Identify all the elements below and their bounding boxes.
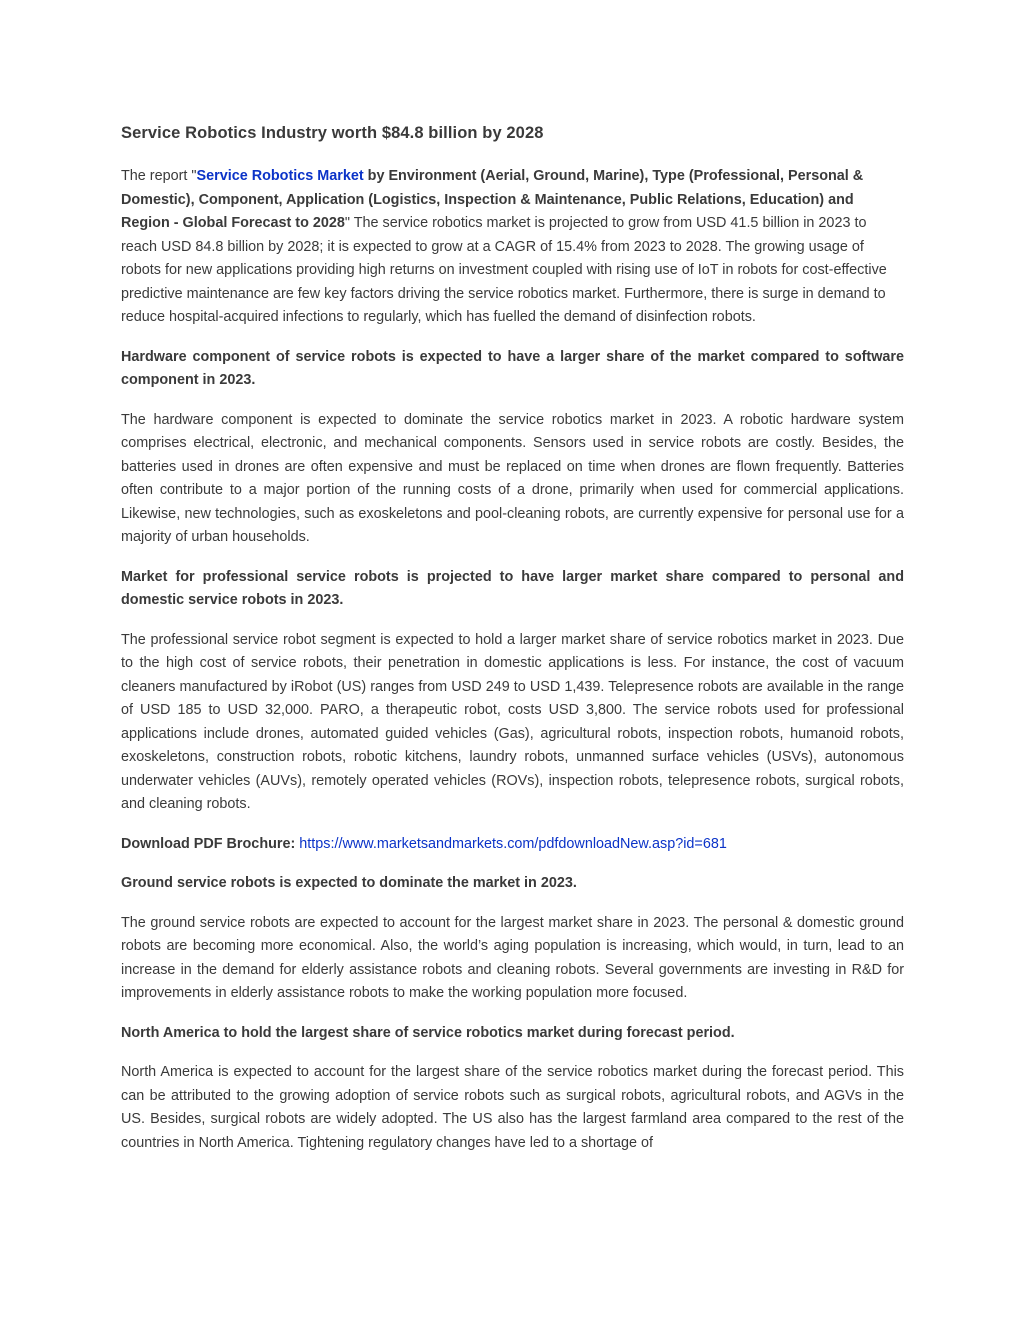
section-body-hardware: The hardware component is expected to dominate the service robotics market in 2023. A robotic hardware system comprises electrical, electronic, and mechanical components. Sensors used in service robots are costly. Besides, the batteries used in drones are often expensive and must be replaced on time when drones are flown frequently. Batteries often contribute to a major portion of the running costs of a drone, primarily when used for commercial applications. Likewise, new technologies, such as exoskeletons and pool-cleaning robots, are currently expensive for personal use for a majority of urban households. [121,411,904,545]
section-heading-hardware: Hardware component of service robots is expected to have a larger share of the market compared to software component in 2023. [121,348,904,388]
document-page [121,118,904,1171]
page-title: Service Robotics Industry worth $84.8 billion by 2028 [121,124,544,142]
section-body-professional: The professional service robot segment is expected to hold a larger market share of service robotics market in 2023. Due to the high cost of service robots, their penetration in domestic applications is less. For instance, the cost of vacuum cleaners manufactured by iRobot (US) ranges from USD 249 to USD 1,439. Telepresence robots are available in the range of USD 185 to USD 32,000. PARO, a therapeutic robot, costs USD 3,800. The service robots used for professional applications include drones, automated guided vehicles (Gas), agricultural robots, inspection robots, humanoid robots, exoskeletons, construction robots, robotic kitchens, laundry robots, unmanned surface vehicles (USVs), autonomous underwater vehicles (AUVs), remotely operated vehicles (ROVs), inspection robots, telepresence robots, surgical robots, and cleaning robots. [121,631,904,812]
section-heading-ground: Ground service robots is expected to dominate the market in 2023. [121,875,577,891]
download-brochure-link[interactable]: https://www.marketsandmarkets.com/pdfdownloadNew.asp?id=681 [299,835,727,852]
download-label: Download PDF Brochure: [121,835,300,852]
section-heading-north-america: North America to hold the largest share of service robotics market during forecast period. [121,1024,735,1041]
intro-body: " The service robotics market is projected to grow from USD 41.5 billion in 2023 to reach USD 84.8 billion by 2028; it is expected to grow at a CAGR of 15.4% from 2023 to 2028. The growing usage of robots for new applications providing high returns on investment coupled with rising use of IoT in robots for cost-effective predictive maintenance are few key factors driving the service robotics market. Furthermore, there is surge in demand to reduce hospital-acquired infections to regularly, which has fuelled the demand of disinfection robots. [121,215,887,325]
intro-prefix: The report " [121,168,197,184]
intro-paragraph [121,165,904,330]
report-title-rest: by Environment (Aerial, Ground, Marine), Type (Professional, Personal & Domestic), Component, Application (Logistics, Inspection & Maintenance, Public Relations, Education) and Region - Global Forecast to 2028 [121,168,864,231]
section-heading-professional: Market for professional service robots is projected to have larger market share compared to personal and domestic service robots in 2023. [121,568,904,608]
service-robotics-market-link[interactable]: Service Robotics Market [196,168,364,184]
download-line [121,833,904,857]
section-body-ground: The ground service robots are expected to account for the largest market share in 2023. The personal & domestic ground robots are becoming more economical. Also, the world’s aging population is increasing, which would, in turn, lead to an increase in the demand for elderly assistance robots and cleaning robots. Several governments are investing in R&D for improvements in elderly assistance robots to make the working population more focused. [121,914,904,1001]
section-body-north-america: North America is expected to account for the largest share of the service robotics market during the forecast period. This can be attributed to the growing adoption of service robots such as surgical robots, agricultural robots, and AGVs in the US. Besides, surgical robots are widely adopted. The US also has the largest farmland area compared to the rest of the countries in North America. Tightening regulatory changes have led to a shortage of [121,1064,904,1151]
